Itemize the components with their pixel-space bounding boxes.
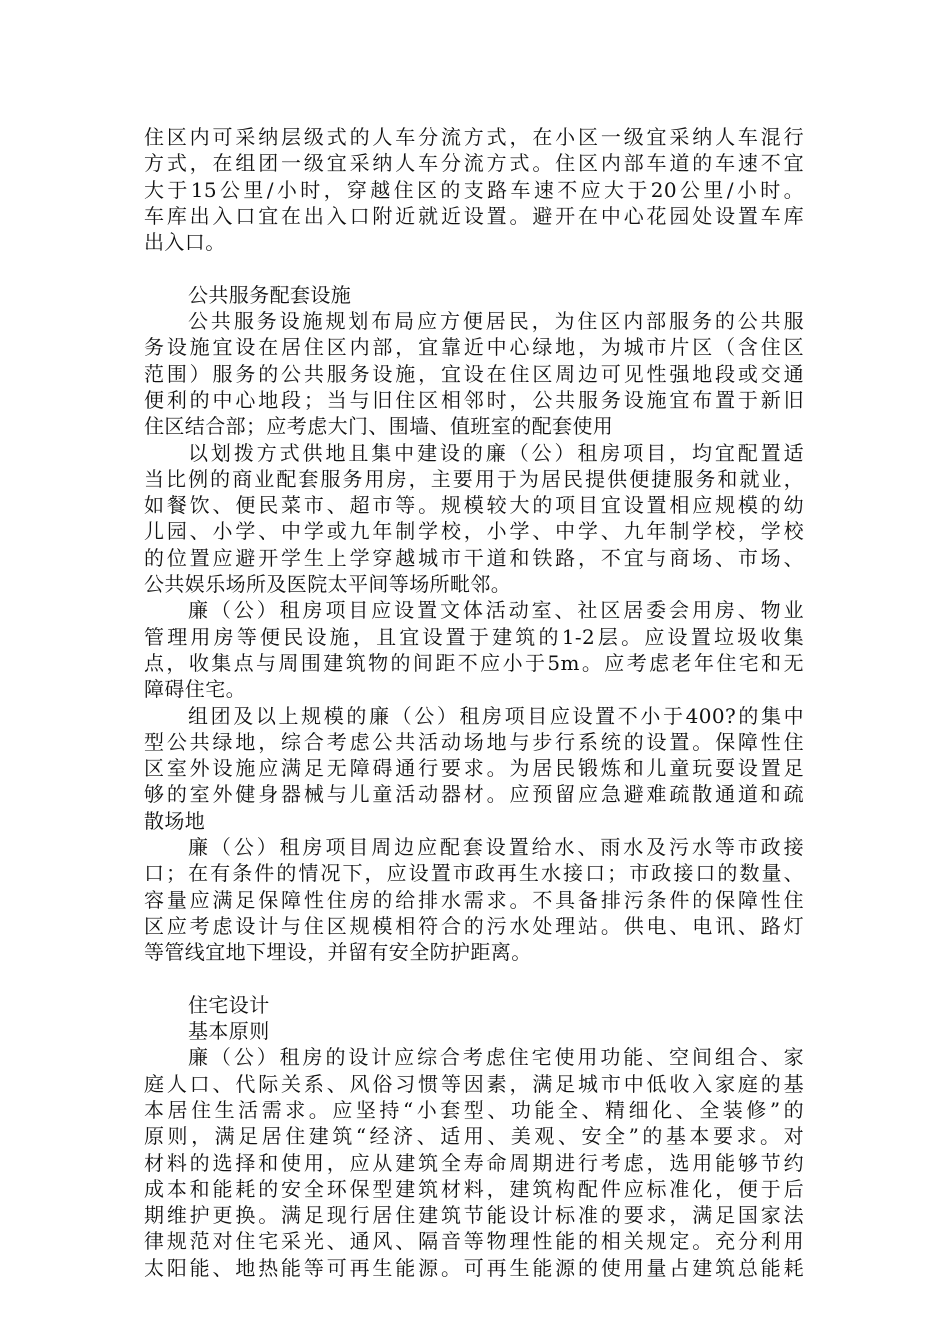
text-line-content: 廉（公）租房的设计应综合考虑住宅使用功能、空间组合、家	[188, 1045, 804, 1070]
text-line	[144, 1044, 804, 1070]
text-line	[144, 860, 804, 886]
text-line	[144, 755, 804, 781]
text-line	[144, 781, 804, 807]
text-line-content: 住宅设计	[188, 992, 270, 1017]
text-line	[144, 1150, 804, 1176]
text-line	[144, 992, 804, 1018]
text-line-content: 务设施宜设在居住区内部，宜靠近中心绿地，为城市片区（含住区	[144, 335, 804, 360]
text-line	[144, 492, 804, 518]
text-line	[144, 676, 804, 702]
text-line-content: 住区结合部；应考虑大门、围墙、值班室的配套使用	[144, 414, 614, 439]
text-line-content: 儿园、小学、中学或九年制学校，小学、中学、九年制学校，学校	[144, 519, 804, 544]
text-line-content: 庭人口、代际关系、风俗习惯等因素，满足城市中低收入家庭的基	[144, 1071, 804, 1096]
text-line-content: 期维护更换。满足现行居住建筑节能设计标准的要求，满足国家法	[144, 1203, 804, 1228]
text-line	[144, 1255, 804, 1281]
text-line-content: 方式，在组团一级宜采纳人车分流方式。住区内部车道的车速不宜	[144, 151, 804, 176]
text-line-content: 公共娱乐场所及医院太平间等场所毗邻。	[144, 572, 512, 597]
text-line-content: 障碍住宅。	[144, 677, 246, 702]
text-line-content: 等管线宜地下埋设，并留有安全防护距离。	[144, 940, 532, 965]
text-line	[144, 150, 804, 176]
text-line	[144, 177, 804, 203]
text-line	[144, 1176, 804, 1202]
text-line	[144, 834, 804, 860]
text-line-content: 容量应满足保障性住房的给排水需求。不具备排污条件的保障性住	[144, 887, 804, 912]
text-line-content: 住区内可采纳层级式的人车分流方式，在小区一级宜采纳人车混行	[144, 125, 804, 149]
text-line	[144, 518, 804, 544]
text-line-content: 公共服务设施规划布局应方便居民，为住区内部服务的公共服	[188, 309, 804, 334]
text-line-content: 便利的中心地段；当与旧住区相邻时，公共服务设施宜布置于新旧	[144, 387, 804, 412]
text-line-content: 基本原则	[188, 1019, 270, 1044]
text-line-content: 成本和能耗的安全环保型建筑材料，建筑构配件应标准化，便于后	[144, 1176, 804, 1201]
text-line-content: 如餐饮、便民菜市、超市等。规模较大的项目宜设置相应规模的幼	[144, 493, 804, 518]
document-page	[144, 124, 804, 1281]
text-line	[144, 1202, 804, 1228]
text-line	[144, 939, 804, 965]
text-line-content: 材料的选择和使用，应从建筑全寿命周期进行考虑，选用能够节约	[144, 1150, 804, 1175]
text-line-content: 车库出入口宜在出入口附近就近设置。避开在中心花园处设置车库	[144, 203, 804, 228]
text-line-content: 廉（公）租房项目应设置文体活动室、社区居委会用房、物业	[188, 598, 804, 623]
text-line-content: 组团及以上规模的廉（公）租房项目应设置不小于400?的集中	[188, 703, 804, 728]
text-line	[144, 1097, 804, 1123]
text-line	[144, 887, 804, 913]
text-line-content: 散场地	[144, 808, 206, 833]
text-line	[144, 597, 804, 623]
text-line-content: 区室外设施应满足无障碍通行要求。为居民锻炼和儿童玩耍设置足	[144, 756, 804, 781]
text-line	[144, 124, 804, 150]
text-line-content: 点，收集点与周围建筑物的间距不应小于5m。应考虑老年住宅和无	[144, 650, 804, 675]
text-line-content: 大于15公里/小时，穿越住区的支路车速不应大于20公里/小时。	[144, 177, 804, 202]
text-line	[144, 729, 804, 755]
text-line	[144, 1123, 804, 1149]
text-line	[144, 387, 804, 413]
text-line	[144, 624, 804, 650]
text-line	[144, 308, 804, 334]
text-line-content: 太阳能、地热能等可再生能源。可再生能源的使用量占建筑总能耗	[144, 1255, 804, 1280]
text-line-content: 律规范对住宅采光、通风、隔音等物理性能的相关规定。充分利用	[144, 1229, 804, 1254]
text-line-content: 管理用房等便民设施，且宜设置于建筑的1-2层。应设置垃圾收集	[144, 624, 804, 649]
paragraph-gap	[144, 966, 804, 992]
text-line	[144, 545, 804, 571]
text-line	[144, 334, 804, 360]
text-line-content: 当比例的商业配套服务用房，主要用于为居民提供便捷服务和就业，	[144, 466, 804, 491]
text-line-content: 原则，满足居住建筑“经济、适用、美观、安全”的基本要求。对	[144, 1124, 804, 1149]
text-line	[144, 913, 804, 939]
text-line-content: 出入口。	[144, 230, 226, 255]
text-line-content: 范围）服务的公共服务设施，宜设在住区周边可见性强地段或交通	[144, 361, 804, 386]
text-line-content: 够的室外健身器械与儿童活动器材。应预留应急避难疏散通道和疏	[144, 782, 804, 807]
text-line-content: 区应考虑设计与住区规模相符合的污水处理站。供电、电讯、路灯	[144, 913, 804, 938]
text-line	[144, 1018, 804, 1044]
text-line-content: 口；在有条件的情况下，应设置市政再生水接口；市政接口的数量、	[144, 861, 804, 886]
text-line	[144, 1228, 804, 1254]
text-line-content: 的位置应避开学生上学穿越城市干道和铁路，不宜与商场、市场、	[144, 545, 804, 570]
text-line-content: 型公共绿地，综合考虑公共活动场地与步行系统的设置。保障性住	[144, 729, 804, 754]
text-line	[144, 571, 804, 597]
text-line	[144, 440, 804, 466]
text-line	[144, 282, 804, 308]
text-line	[144, 650, 804, 676]
text-line	[144, 229, 804, 255]
text-line-content: 廉（公）租房项目周边应配套设置给水、雨水及污水等市政接	[188, 835, 804, 860]
text-line	[144, 413, 804, 439]
text-line-content: 以划拨方式供地且集中建设的廉（公）租房项目，均宜配置适	[188, 440, 804, 465]
text-line	[144, 808, 804, 834]
text-line	[144, 1071, 804, 1097]
text-line	[144, 203, 804, 229]
text-line	[144, 466, 804, 492]
text-line-content: 公共服务配套设施	[188, 282, 352, 307]
text-line	[144, 361, 804, 387]
text-line	[144, 703, 804, 729]
paragraph-gap	[144, 255, 804, 281]
text-line-content: 本居住生活需求。应坚持“小套型、功能全、精细化、全装修”的	[144, 1097, 804, 1122]
